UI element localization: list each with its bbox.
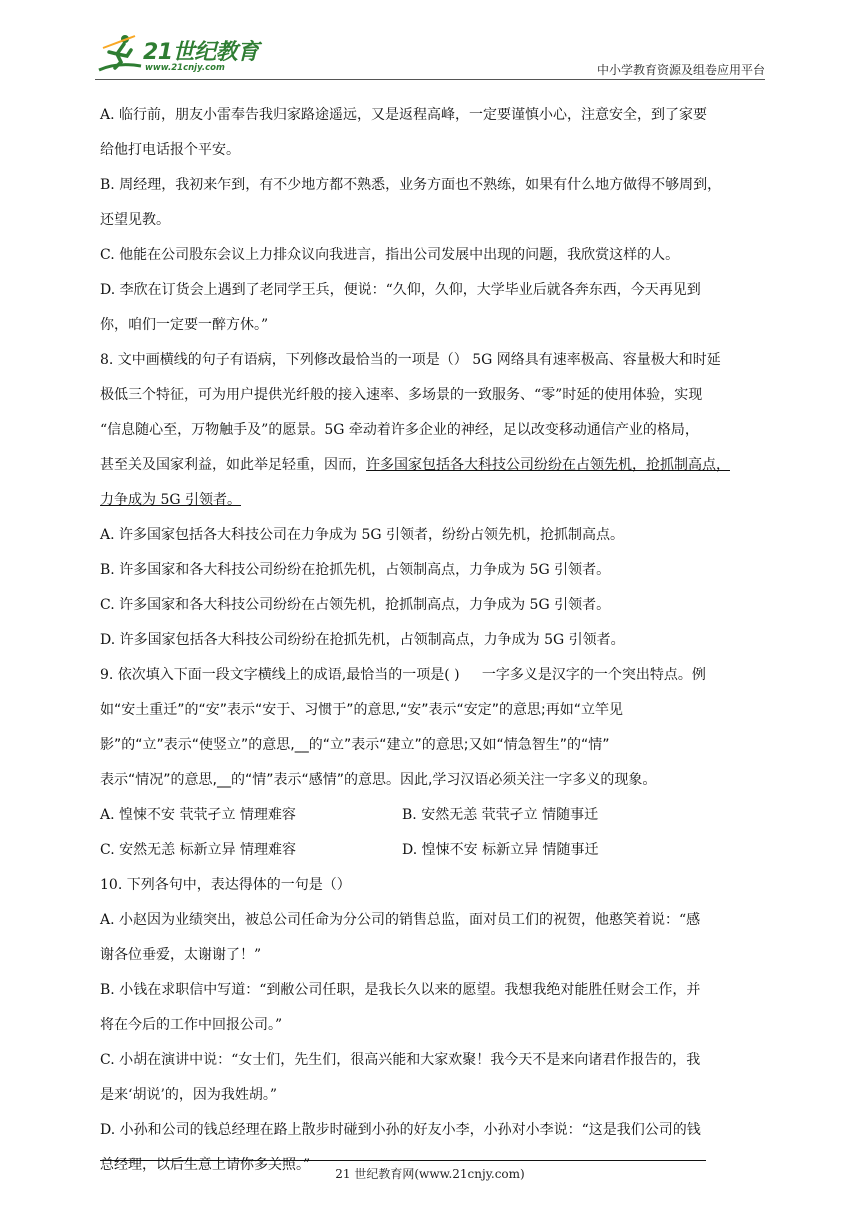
q7-option-d-line2: 你，咱们一定要一醉方休。” bbox=[100, 317, 269, 333]
q8-option-a: A. 许多国家包括各大科技公司在力争成为 5G 引领者，纷纷占领先机，抢抓制高点。 bbox=[100, 527, 624, 543]
q9-options-row1 bbox=[100, 798, 764, 833]
q10-option-b-line1: B. 小钱在求职信中写道：“到敝公司任职，是我长久以来的愿望。我想我绝对能胜任财会工作，并 bbox=[100, 982, 701, 998]
q9-passage-line4: 表示“情况”的意思,__的“情”表示“感情”的意思。因此,学习汉语必须关注一字多义的现象。 bbox=[100, 772, 657, 788]
q8-stem-line3: “信息随心至，万物触手及”的愿景。5G 牵动着许多企业的神经，足以改变移动通信产业的格局， bbox=[100, 422, 699, 438]
q8-stem-line4 bbox=[100, 448, 764, 483]
platform-name: 中小学教育资源及组卷应用平台 bbox=[596, 63, 765, 77]
q9-options-row2 bbox=[100, 833, 764, 868]
q8-underlined-sentence-part1: 许多国家包括各大科技公司纷纷在占领先机，抢抓制高点， bbox=[366, 457, 730, 473]
q8-option-c: C. 许多国家和各大科技公司纷纷在占领先机，抢抓制高点，力争成为 5G 引领者。 bbox=[100, 597, 611, 613]
q7-option-a-line2: 给他打电话报个平安。 bbox=[100, 142, 240, 158]
q9-question: 9. 依次填入下面一段文字横线上的成语,最恰当的一项是( ) bbox=[100, 667, 460, 683]
q10-option-d-line2: 总经理，以后生意上请你多关照。” bbox=[100, 1157, 311, 1173]
q8-option-d: D. 许多国家包括各大科技公司纷纷在抢抓先机，占领制高点，力争成为 5G 引领者。 bbox=[100, 632, 625, 648]
q8-option-b: B. 许多国家和各大科技公司纷纷在抢抓先机，占领制高点，力争成为 5G 引领者。 bbox=[100, 562, 611, 578]
q9-option-c: C. 安然无恙 标新立异 情理难容 bbox=[100, 842, 297, 858]
q8-stem-line1: 8. 文中画横线的句子有语病，下列修改最恰当的一项是（） 5G 网络具有速率极高、容量极大和时延 bbox=[100, 352, 721, 368]
q7-option-c: C. 他能在公司股东会议上力排众议向我进言，指出公司发展中出现的问题，我欣赏这样的人。 bbox=[100, 247, 680, 263]
q7-option-d-line1: D. 李欣在订货会上遇到了老同学王兵，便说：“久仰，久仰，大学毕业后就各奔东西，今天再见到 bbox=[100, 282, 701, 298]
header-divider bbox=[95, 79, 765, 80]
logo bbox=[95, 32, 265, 76]
q9-option-d: D. 惶悚不安 标新立异 情随事迁 bbox=[402, 842, 599, 858]
q7-option-a-line1: A. 临行前，朋友小雷奉告我归家路途遥远，又是返程高峰，一定要谨慎小心，注意安全，到了家要 bbox=[100, 107, 708, 123]
q8-line4-plain: 甚至关及国家利益，如此举足轻重，因而， bbox=[100, 457, 366, 473]
logo-main-text: 21世纪教育 bbox=[143, 40, 259, 65]
q10-stem: 10. 下列各句中，表达得体的一句是（） bbox=[100, 877, 351, 893]
q7-option-b-line1: B. 周经理，我初来乍到，有不少地方都不熟悉，业务方面也不熟练，如果有什么地方做得不够周到， bbox=[100, 177, 722, 193]
q9-option-b: B. 安然无恙 茕茕孑立 情随事迁 bbox=[402, 807, 599, 823]
q10-option-c-line1: C. 小胡在演讲中说：“女士们，先生们，很高兴能和大家欢聚！我今天不是来向诸君作报告的，我 bbox=[100, 1052, 701, 1068]
runner-logo-icon bbox=[95, 32, 145, 76]
q8-underlined-sentence-part2: 力争成为 5G 引领者。 bbox=[100, 492, 241, 508]
q9-passage-start: 一字多义是汉字的一个突出特点。例 bbox=[481, 667, 706, 683]
logo-url-text: www.21cnjy.com bbox=[145, 63, 225, 73]
q10-option-b-line2: 将在今后的工作中回报公司。” bbox=[100, 1017, 283, 1033]
document-body bbox=[100, 98, 764, 1183]
footer-divider bbox=[100, 1160, 706, 1161]
q9-passage-line3: 影”的“立”表示“使竖立”的意思,__的“立”表示“建立”的意思;又如“情急智生”的“情” bbox=[100, 737, 610, 753]
q9-passage-line2: 如“安土重迁”的“安”表示“安于、习惯于”的意思,“安”表示“安定”的意思;再如“立竿见 bbox=[100, 702, 623, 718]
q10-option-a-line2: 谢各位垂爱，太谢谢了！” bbox=[100, 947, 262, 963]
page-footer: 21 世纪教育网(www.21cnjy.com) bbox=[335, 1167, 525, 1181]
q10-option-c-line2: 是来‘胡说’的，因为我姓胡。” bbox=[100, 1087, 278, 1103]
q8-stem-line5 bbox=[100, 483, 764, 518]
page-header bbox=[95, 30, 765, 80]
q7-option-b-line2: 还望见教。 bbox=[100, 212, 170, 228]
q9-stem-line1 bbox=[100, 658, 764, 693]
q10-option-a-line1: A. 小赵因为业绩突出，被总公司任命为分公司的销售总监，面对员工们的祝贺，他憨笑着说：“感 bbox=[100, 912, 701, 928]
q10-option-d-line1: D. 小孙和公司的钱总经理在路上散步时碰到小孙的好友小李，小孙对小李说：“这是我们公司的钱 bbox=[100, 1122, 701, 1138]
q8-stem-line2: 极低三个特征，可为用户提供光纤般的接入速率、多场景的一致服务、“零”时延的使用体验，实现 bbox=[100, 387, 703, 403]
q9-option-a: A. 惶悚不安 茕茕孑立 情理难容 bbox=[100, 807, 296, 823]
